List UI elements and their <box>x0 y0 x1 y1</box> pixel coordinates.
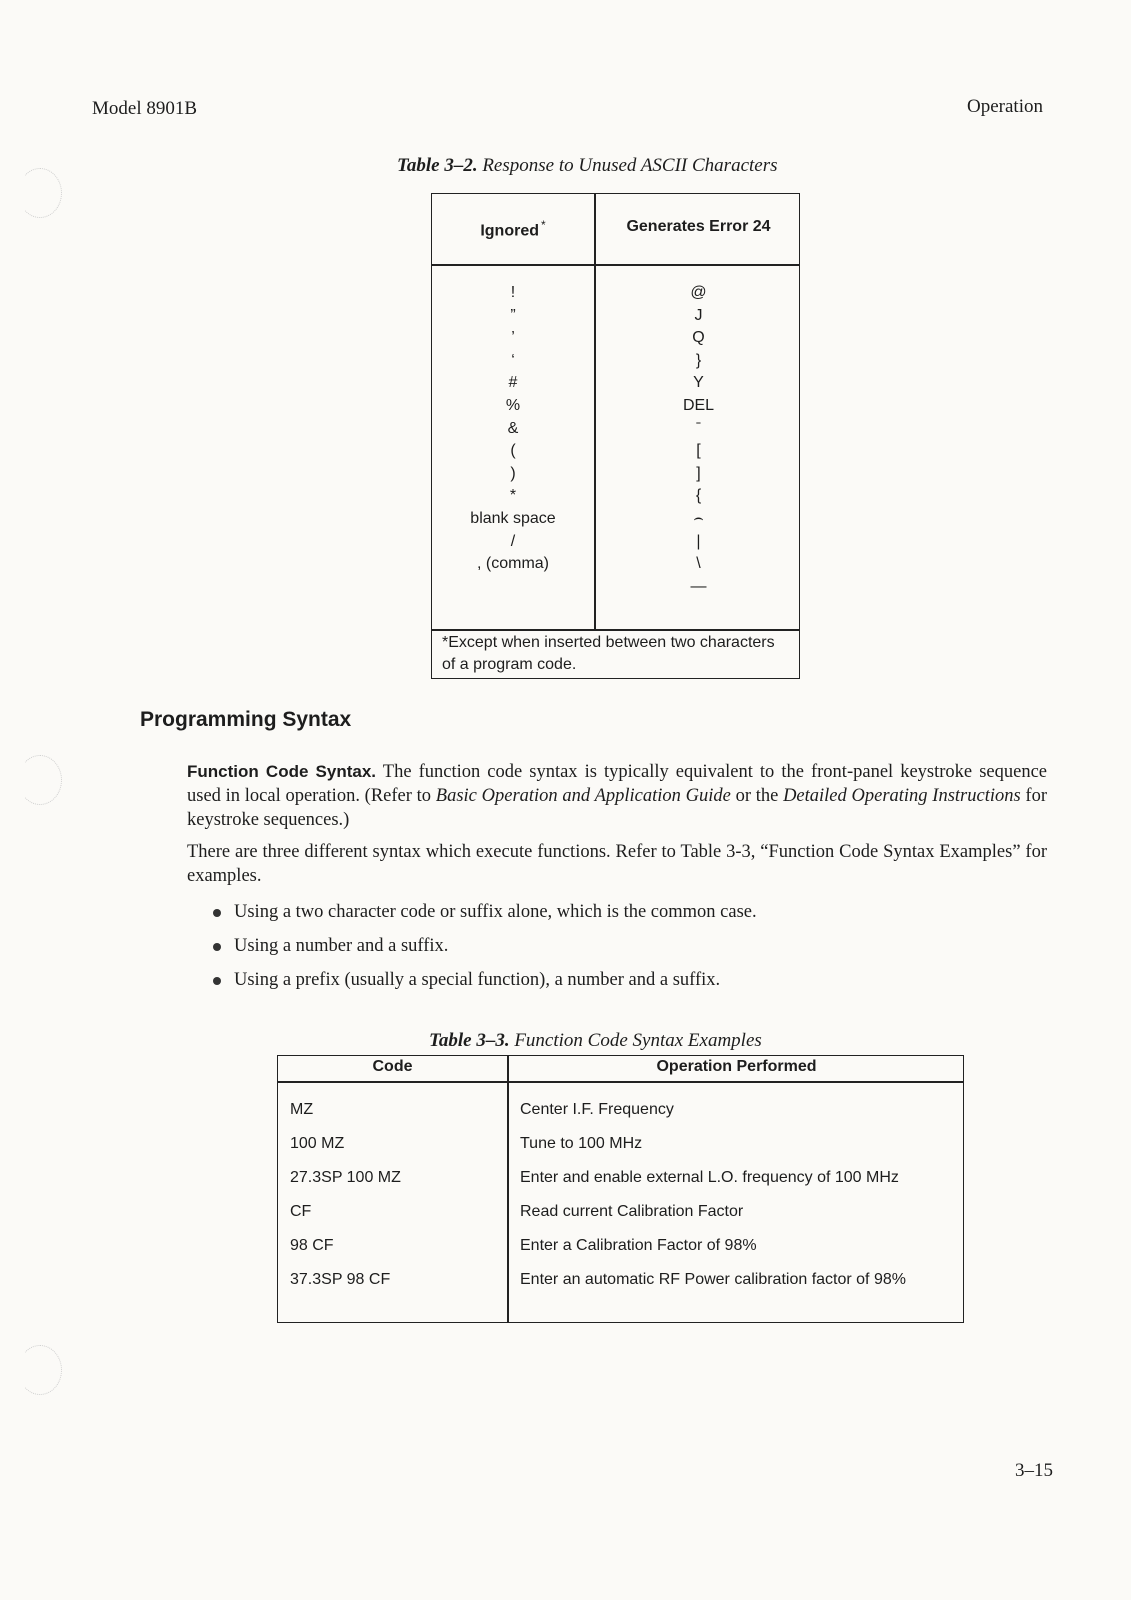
paragraph-function-code-syntax <box>187 760 1047 832</box>
run-in-heading: Function Code Syntax. <box>187 762 377 781</box>
table-row <box>278 1135 963 1169</box>
header-section: Operation <box>967 96 1043 117</box>
list-item: , (comma) <box>477 555 549 573</box>
list-item: ! <box>510 284 516 301</box>
list-item: | <box>696 532 701 550</box>
code-cell: 100 MZ <box>290 1135 345 1152</box>
table-row <box>278 1237 963 1271</box>
paragraph-text: for keystroke sequences.) <box>187 786 1047 830</box>
list-item: * <box>509 487 517 505</box>
table-3-2-caption-title: Response to Unused ASCII Characters <box>482 155 778 176</box>
list-item: / <box>510 532 516 550</box>
footnote-mark: * <box>541 218 546 232</box>
list-item: } <box>695 351 702 369</box>
code-cell: CF <box>290 1203 312 1220</box>
code-cell: 27.3SP 100 MZ <box>290 1169 401 1186</box>
binder-hole-middle <box>18 755 62 805</box>
table-3-3-caption-number: Table 3–3. <box>429 1030 510 1051</box>
list-item: # <box>508 374 518 392</box>
list-item: \ <box>696 555 701 573</box>
code-cell: 37.3SP 98 CF <box>290 1271 391 1288</box>
operation-cell: Read current Calibration Factor <box>520 1203 744 1220</box>
list-item: ⌢ <box>693 509 704 527</box>
operation-cell: Enter an automatic RF Power calibration factor of 98% <box>520 1271 906 1288</box>
list-item: blank space <box>470 509 556 527</box>
table-3-3-caption-title: Function Code Syntax Examples <box>514 1030 762 1051</box>
table-row <box>278 1271 963 1305</box>
list-item: Y <box>693 374 704 392</box>
error-characters <box>596 282 801 598</box>
list-item: ” <box>510 306 516 324</box>
bullet-icon <box>213 977 221 985</box>
table-3-3 <box>277 1055 964 1323</box>
table-3-2-caption-number: Table 3–2. <box>397 155 478 176</box>
column-header-error: Generates Error 24 <box>626 218 771 235</box>
operation-cell: Center I.F. Frequency <box>520 1101 674 1118</box>
list-item: ‘ <box>511 351 515 369</box>
table-divider <box>278 1081 963 1083</box>
operation-cell: Enter a Calibration Factor of 98% <box>520 1237 757 1254</box>
ignored-characters <box>432 282 594 576</box>
paragraph-text: The function code syntax is typically equivalent to the front-panel keystroke sequence used in local operation. (Refer to <box>187 762 1047 806</box>
page-number: 3–15 <box>1015 1460 1053 1481</box>
list-item: % <box>505 396 521 414</box>
list-item: ) <box>510 464 516 482</box>
list-item-text: Using a prefix (usually a special function), a number and a suffix. <box>234 970 721 990</box>
code-cell: MZ <box>290 1101 314 1118</box>
paragraph-text: or the <box>730 786 784 806</box>
table-3-3-caption <box>429 1030 762 1052</box>
table-3-2-caption <box>397 155 778 177</box>
list-item: ] <box>696 464 701 482</box>
paragraph-syntax-types: There are three different syntax which execute functions. Refer to Table 3-3, “Function Code Syntax Examples” for examples. <box>187 842 1047 886</box>
table-row <box>278 1169 963 1203</box>
header-model: Model 8901B <box>92 98 198 119</box>
column-header-ignored-label: Ignored <box>480 222 539 240</box>
table-row <box>278 1203 963 1237</box>
list-item: — <box>690 577 707 595</box>
list-item: & <box>507 419 519 437</box>
table-divider <box>432 264 799 266</box>
column-header-code: Code <box>372 1058 413 1075</box>
list-item: ˉ <box>695 419 702 437</box>
bullet-icon <box>213 909 221 917</box>
list-item: J <box>694 306 703 324</box>
table-3-2 <box>431 193 800 679</box>
list-item: ( <box>510 442 516 460</box>
list-item: { <box>695 487 702 505</box>
list-item: [ <box>696 442 701 460</box>
list-item: @ <box>690 284 707 301</box>
table-row <box>278 1101 963 1135</box>
reference-title: Basic Operation and Application Guide <box>435 786 731 806</box>
list-item: Q <box>692 329 705 347</box>
bullet-icon <box>213 943 221 951</box>
table-3-2-footnote: *Except when inserted between two characters of a program code. <box>442 634 775 673</box>
code-cell: 98 CF <box>290 1237 334 1254</box>
reference-title: Detailed Operating Instructions <box>783 786 1021 806</box>
operation-cell: Enter and enable external L.O. frequency of 100 MHz <box>520 1169 899 1186</box>
binder-hole-top <box>18 168 62 218</box>
list-item-text: Using a two character code or suffix alone, which is the common case. <box>234 902 757 922</box>
list-item: DEL <box>682 396 715 414</box>
column-header-ignored <box>432 218 594 240</box>
section-heading: Programming Syntax <box>140 708 352 731</box>
table-divider <box>432 629 799 631</box>
binder-hole-bottom <box>18 1345 62 1395</box>
operation-cell: Tune to 100 MHz <box>520 1135 643 1152</box>
list-item: ’ <box>511 329 515 347</box>
list-item-text: Using a number and a suffix. <box>234 936 449 956</box>
column-header-operation: Operation Performed <box>656 1058 817 1075</box>
